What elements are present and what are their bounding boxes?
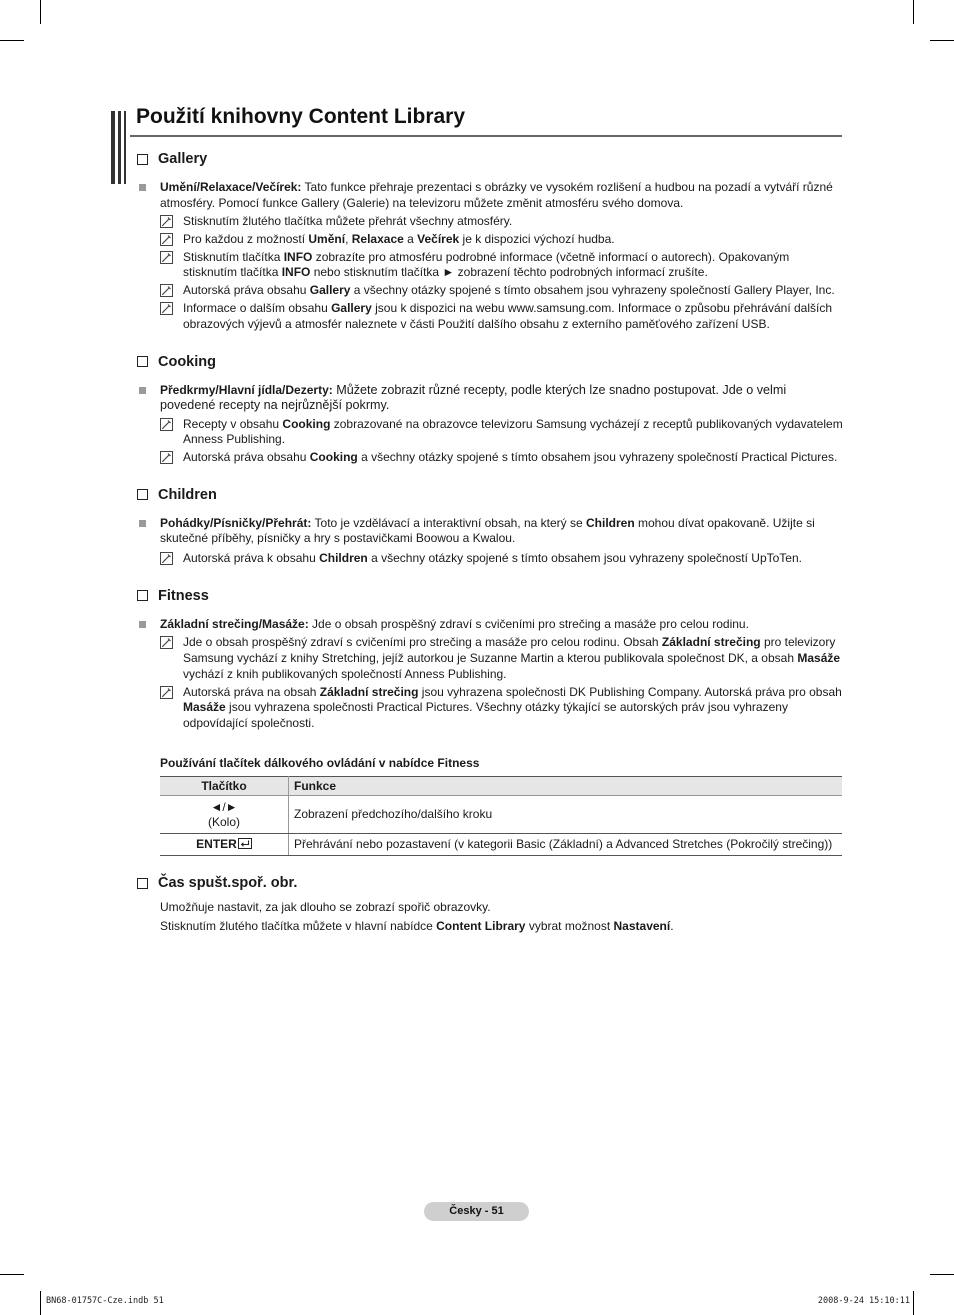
- note-text: Autorská práva k obsahu: [183, 550, 320, 565]
- note-item: [137, 551, 843, 567]
- gray-square-icon: [139, 387, 146, 394]
- note-bold: Cooking: [309, 450, 358, 465]
- note-text: Stisknutím tlačítka: [183, 249, 284, 264]
- note-bold: INFO: [283, 249, 313, 264]
- page-title: Použití knihovny Content Library: [136, 105, 466, 128]
- text-bold: Content Library: [436, 918, 526, 933]
- note-text: Autorská práva obsahu: [183, 450, 310, 465]
- section-children: [137, 486, 843, 504]
- crop-mark: [913, 0, 914, 24]
- note-text: Stisknutím žlutého tlačítka můžete přehrát všechny atmosféry.: [183, 214, 513, 228]
- checkbox-square-icon: [137, 356, 148, 367]
- note-item: [137, 417, 843, 449]
- enter-key-label: ENTER: [196, 837, 237, 852]
- bullet-text: Toto je vzdělávací a interaktivní obsah, na který se: [311, 515, 586, 530]
- note-bold: INFO: [281, 265, 311, 280]
- note-text: Informace o dalším obsahu: [183, 300, 332, 315]
- note-text: Autorská práva obsahu: [183, 283, 310, 298]
- crop-mark: [913, 1291, 914, 1315]
- note-pencil-icon: [160, 215, 173, 228]
- table-cell-value: Přehrávání nebo pozastavení (v kategorii Basic (Základní) a Advanced Stretches (Pokročilý strečing)): [289, 834, 843, 856]
- section-cooking: [137, 353, 843, 371]
- note-text: a všechny otázky spojené s tímto obsahem jsou vyhrazeny společností UpToTen.: [367, 550, 802, 565]
- note-text: a všechny otázky spojené s tímto obsahem jsou vyhrazeny společností Practical Pictures.: [357, 450, 838, 465]
- note-text: Jde o obsah prospěšný zdraví s cvičeními pro strečing a masáže pro celou rodinu. Obsah: [183, 635, 662, 650]
- note-pencil-icon: [160, 251, 173, 264]
- note-text: Recepty v obsahu: [183, 416, 283, 431]
- note-bold: Gallery: [309, 283, 351, 298]
- bullet-item: [137, 383, 843, 414]
- section-title: Gallery: [158, 151, 208, 167]
- note-item: [137, 301, 843, 333]
- note-item: [137, 283, 843, 299]
- note-pencil-icon: [160, 284, 173, 297]
- bullet-text: Jde o obsah prospěšný zdraví s cvičeními pro strečing a masáže pro celou rodinu.: [308, 616, 749, 631]
- crop-mark: [40, 1291, 41, 1315]
- crop-mark: [40, 0, 41, 24]
- note-text: ,: [345, 231, 352, 246]
- note-bold: Cooking: [282, 416, 331, 431]
- note-item: [137, 685, 843, 732]
- section-screensaver: [137, 874, 843, 892]
- note-bold: Umění: [308, 231, 346, 246]
- note-pencil-icon: [160, 636, 173, 649]
- section-title: Children: [158, 486, 217, 503]
- table-header-row: [160, 777, 842, 796]
- note-bold: Základní strečing: [319, 684, 419, 699]
- bullet-text: Tato funkce přehraje prezentaci s obrázky ve vysokém rozlišení a hudbou na pozadí a vytváří různé atmosféry. Pomocí funkce Gallery (Galerie) na televizoru můžete změnit atmosféru svého domova.: [160, 180, 833, 210]
- checkbox-square-icon: [137, 154, 148, 165]
- enter-arrow-icon: [238, 838, 252, 849]
- text-run: Stisknutím žlutého tlačítka můžete v hlavní nabídce: [160, 918, 437, 933]
- bullet-label: Základní strečing/Masáže:: [160, 616, 309, 631]
- bullet-text: mohou dívat opakovaně. Užijte si skutečné příběhy, písničky a hry s postavičkami Boowou a Kwalou.: [160, 515, 815, 546]
- table-row: [160, 796, 842, 834]
- bullet-label: Předkrmy/Hlavní jídla/Dezerty:: [160, 382, 333, 397]
- body-text: [160, 919, 843, 935]
- crop-mark: [930, 40, 954, 41]
- note-bold: Masáže: [797, 651, 841, 666]
- note-item: [137, 232, 843, 248]
- remote-buttons-table: [160, 776, 842, 856]
- text-bold: Nastavení: [613, 918, 671, 933]
- note-text: Autorská práva na obsah: [183, 684, 320, 699]
- note-item: [137, 450, 843, 466]
- note-text: Pro každou z možností: [183, 231, 309, 246]
- bullet-text: Můžete zobrazit různé recepty, podle kterých lze snadno postupovat. Jde o velmi povedené recepty na nejrůznější pokrmy.: [160, 382, 787, 413]
- page-number: Česky - 51: [424, 1202, 529, 1221]
- note-text: vychází z knih publikovaných společností Anness Publishing.: [183, 666, 507, 681]
- crop-mark: [0, 40, 24, 41]
- checkbox-square-icon: [137, 878, 148, 889]
- bullet-bold: Children: [586, 515, 635, 530]
- table-header-cell: Funkce: [289, 777, 843, 796]
- title-bar-decoration: [124, 111, 126, 184]
- bullet-item: [137, 516, 843, 547]
- note-text: jsou k dispozici na webu www.samsung.com. Informace o způsobu přehrávání dalších obrazových výjevů a atmosfér naleznete v části Použití dalšího obsahu z externího paměťového zařízení USB.: [183, 300, 833, 331]
- gray-square-icon: [139, 621, 146, 628]
- section-title: Čas spušt.spoř. obr.: [158, 875, 298, 892]
- footer-file: BN68-01757C-Cze.indb 51: [46, 1296, 164, 1306]
- note-bold: Masáže: [183, 700, 226, 715]
- note-pencil-icon: [160, 418, 173, 431]
- gray-square-icon: [139, 184, 146, 191]
- note-text: nebo stisknutím tlačítka ► zobrazení těchto podrobných informací zrušíte.: [310, 265, 708, 280]
- note-pencil-icon: [160, 552, 173, 565]
- note-text: zobrazíte pro atmosféru podrobné informace (včetně informací o autorech). Opakovaným stisknutím tlačítka: [183, 249, 790, 280]
- note-text: pro televizory Samsung vychází z knihy Stretching, jejíž autorkou je Suzanne Martin a kterou publikovala společnost DK, a obsah: [183, 635, 836, 666]
- note-bold: Večírek: [417, 231, 460, 246]
- table-cell-key: [160, 796, 289, 834]
- checkbox-square-icon: [137, 489, 148, 500]
- note-bold: Gallery: [331, 300, 372, 315]
- note-text: jsou vyhrazena společnosti Practical Pictures. Všechny otázky týkající se autorských práv jsou vyhrazeny odpovídající společnosti.: [183, 700, 788, 731]
- title-bar-decoration: [111, 111, 115, 184]
- note-text: a: [403, 231, 418, 246]
- body-text: Umožňuje nastavit, za jak dlouho se zobrazí spořič obrazovky.: [160, 900, 491, 915]
- note-pencil-icon: [160, 686, 173, 699]
- note-pencil-icon: [160, 233, 173, 246]
- note-bold: Základní strečing: [661, 635, 761, 650]
- key-label: (Kolo): [207, 814, 240, 829]
- note-bold: Relaxace: [351, 231, 404, 246]
- table-cell-value: Zobrazení předchozího/dalšího kroku: [289, 796, 843, 834]
- note-item: [137, 635, 843, 682]
- note-text: a všechny otázky spojené s tímto obsahem jsou vyhrazeny společností Gallery Player, Inc.: [350, 283, 835, 298]
- text-run: vybrat možnost: [525, 918, 614, 933]
- note-pencil-icon: [160, 302, 173, 315]
- section-title: Fitness: [158, 587, 209, 604]
- bullet-label: Umění/Relaxace/Večírek:: [160, 180, 302, 194]
- arrow-keys-symbol: ◄/►: [210, 799, 238, 814]
- checkbox-square-icon: [137, 590, 148, 601]
- note-item: [137, 250, 843, 282]
- section-title: Cooking: [158, 353, 216, 370]
- section-fitness: [137, 587, 843, 605]
- crop-mark: [0, 1274, 24, 1275]
- table-header-cell: Tlačítko: [160, 777, 289, 796]
- note-pencil-icon: [160, 451, 173, 464]
- text-run: .: [670, 918, 674, 933]
- note-bold: Children: [319, 550, 368, 565]
- footer-date: 2008-9-24 15:10:11: [817, 1296, 910, 1306]
- note-text: jsou vyhrazena společnosti DK Publishing Company. Autorská práva pro obsah: [418, 684, 842, 699]
- bullet-label: Pohádky/Písničky/Přehrát:: [160, 515, 312, 530]
- table-row: [160, 834, 842, 856]
- table-caption: Používání tlačítek dálkového ovládání v nabídce Fitness: [160, 756, 480, 771]
- bullet-item: [137, 617, 843, 633]
- title-bar-decoration: [118, 111, 121, 184]
- note-text: zobrazované na obrazovce televizoru Samsung vycházejí z receptů publikovaných vydavatelem Anness Publishing.: [183, 416, 843, 447]
- crop-mark: [930, 1274, 954, 1275]
- note-text: je k dispozici výchozí hudba.: [459, 231, 615, 246]
- table-cell-key: [160, 834, 289, 856]
- main-content: [137, 150, 843, 934]
- gray-square-icon: [139, 520, 146, 527]
- bullet-item: [137, 180, 843, 211]
- section-gallery: [137, 150, 843, 168]
- note-item: [137, 214, 843, 230]
- title-underline: [130, 135, 842, 137]
